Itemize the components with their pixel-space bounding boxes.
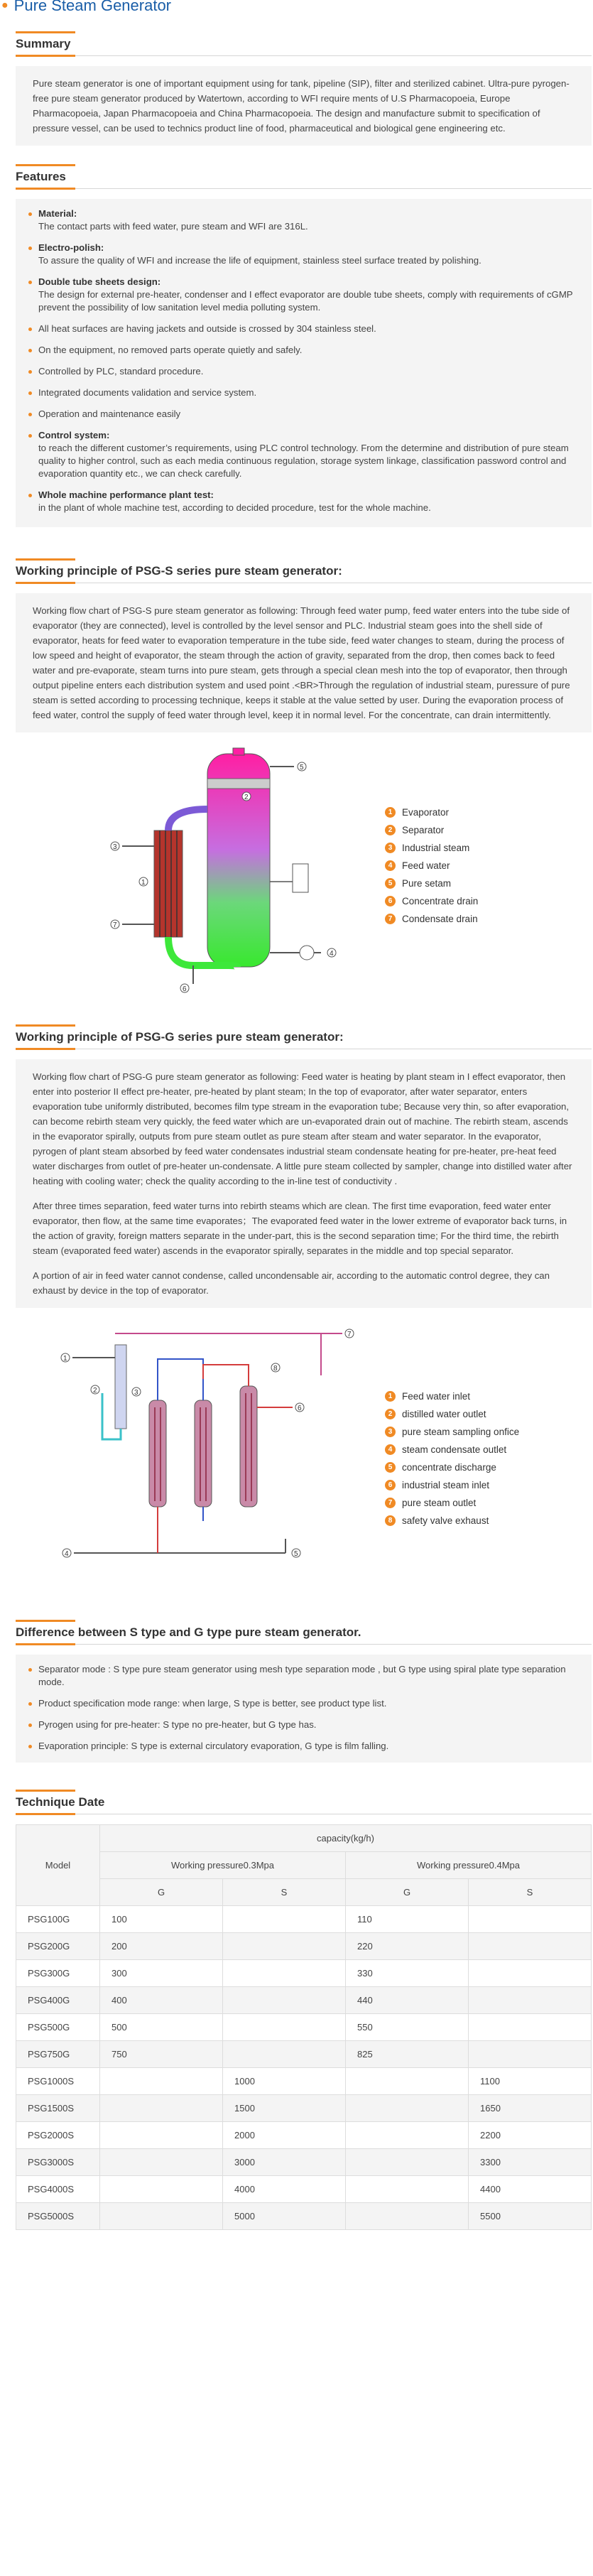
legend-label: steam condensate outlet <box>402 1444 507 1455</box>
empty-cell <box>346 2203 469 2230</box>
empty-cell <box>469 1960 592 1987</box>
table-row <box>16 2041 592 2068</box>
technique-table <box>16 1824 592 2230</box>
diagram-num: 2 <box>93 1387 97 1395</box>
psg-s-section <box>16 561 592 1006</box>
g-04-header: G <box>346 1879 469 1906</box>
empty-cell <box>346 2095 469 2122</box>
psg-g-box <box>16 1059 592 1308</box>
empty-cell <box>100 2149 223 2176</box>
legend-item <box>385 857 478 875</box>
value-cell: 300 <box>100 1960 223 1987</box>
feature-text: The design for external pre-heater, condenser and I effect evaporator are double tube sheets, comply with requirements of cGMP prevent the possibility of low sanitation level media polluting system. <box>38 289 573 313</box>
legend-number-badge: 1 <box>385 1391 396 1402</box>
legend-number-badge: 3 <box>385 843 396 853</box>
summary-heading: Summary <box>16 37 71 50</box>
value-cell: 550 <box>346 2014 469 2041</box>
legend-number-badge: 7 <box>385 914 396 924</box>
heat-exchanger <box>154 830 183 937</box>
technique-heading-bar <box>16 1792 592 1814</box>
psg-s-diagram-area <box>16 740 592 1006</box>
legend-item <box>385 875 478 892</box>
technique-section <box>16 1792 592 2230</box>
legend-number-badge: 4 <box>385 860 396 871</box>
summary-text: Pure steam generator is one of important equipment using for tank, pipeline (SIP), filter and sterilized cabinet. Ultra-pure pyrogen-free pure steam generator produced by Watertown, according to WFI require ments of U.S Pharmacopoeia, Europe Pharmacopoeia, Japan Pharmacopoeia and China Pharmacopoeia. The design and manufacture submit to specification of pressure vessel, can be used to technics product line of food, pharmaceutical and biological gene engineering etc. <box>33 78 570 134</box>
psg-g-paragraph-2: After three times separation, feed water turns into rebirth steams which are clean. The first time evaporation, feed water enter evaporator, then flow, at the same time evaporates；The evaporated feed water in the lower extreme of evaporator back turns, in the action of gravity, foreign matters separate in the under-part, this is the second separation time; For the third time, the rebirth steam (evaporated feed water) ascends in the evaporator spirally, separates in the middle and top special separator. <box>33 1201 567 1256</box>
technique-table-body <box>16 1906 592 2230</box>
table-row <box>16 1960 592 1987</box>
legend-item <box>385 821 478 839</box>
diagram-num: 5 <box>294 1550 298 1558</box>
evaporator-2 <box>195 1400 212 1507</box>
features-box <box>16 199 592 527</box>
difference-section <box>16 1623 592 1763</box>
summary-section <box>16 34 592 146</box>
legend-item <box>385 839 478 857</box>
features-list <box>28 207 579 514</box>
legend-label: Separator <box>402 825 445 835</box>
value-cell: 1100 <box>469 2068 592 2095</box>
legend-number-badge: 2 <box>385 825 396 835</box>
psg-s-box <box>16 593 592 732</box>
model-cell: PSG750G <box>16 2041 100 2068</box>
legend-number-badge: 2 <box>385 1409 396 1419</box>
diagram-num: 3 <box>113 843 117 851</box>
empty-cell <box>223 2041 346 2068</box>
legend-label: pure steam sampling onfice <box>402 1427 520 1437</box>
legend-item <box>385 892 478 910</box>
psg-s-heading: Working principle of PSG-S series pure steam generator: <box>16 564 342 578</box>
legend-label: Concentrate drain <box>402 896 479 907</box>
psg-g-heading: Working principle of PSG-G series pure steam generator: <box>16 1030 344 1044</box>
table-row <box>16 2014 592 2041</box>
difference-item: Evaporation principle: S type is external circulatory evaporation, G type is film falling. <box>28 1740 579 1753</box>
value-cell: 200 <box>100 1933 223 1960</box>
feature-text: On the equipment, no removed parts operate quietly and safely. <box>38 345 303 355</box>
difference-heading-bar <box>16 1623 592 1645</box>
psg-g-section <box>16 1027 592 1610</box>
legend-item <box>385 803 478 821</box>
diagram-num: 6 <box>183 985 187 993</box>
pressure-03-header: Working pressure0.3Mpa <box>100 1852 346 1879</box>
value-cell: 100 <box>100 1906 223 1933</box>
legend-item <box>385 1512 519 1530</box>
diagram-num: 2 <box>244 794 249 801</box>
diagram-num: 6 <box>298 1405 302 1412</box>
page-title-bar <box>0 0 593 14</box>
legend-item <box>385 1387 519 1405</box>
value-cell: 2200 <box>469 2122 592 2149</box>
value-cell: 2000 <box>223 2122 346 2149</box>
legend-item <box>385 1423 519 1441</box>
legend-number-badge: 8 <box>385 1515 396 1526</box>
difference-item: Product specification mode range: when large, S type is better, see product type list. <box>28 1697 579 1710</box>
diagram-num: 7 <box>347 1331 352 1338</box>
separator-mesh <box>207 779 270 789</box>
feature-text: Controlled by PLC, standard procedure. <box>38 366 204 377</box>
model-cell: PSG1500S <box>16 2095 100 2122</box>
value-cell: 440 <box>346 1987 469 2014</box>
g-03-header: G <box>100 1879 223 1906</box>
empty-cell <box>100 2176 223 2203</box>
psg-g-legend <box>385 1387 519 1530</box>
feature-label: Double tube sheets design: <box>38 276 161 287</box>
empty-cell <box>223 1906 346 1933</box>
empty-cell <box>346 2068 469 2095</box>
value-cell: 4000 <box>223 2176 346 2203</box>
legend-number-badge: 5 <box>385 1462 396 1473</box>
bullet-icon: ● <box>1 0 9 11</box>
diagram-num: 1 <box>141 879 146 887</box>
table-row <box>16 2122 592 2149</box>
feature-item <box>28 323 579 335</box>
s-04-header: S <box>469 1879 592 1906</box>
diagram-num: 3 <box>134 1389 138 1397</box>
summary-heading-bar <box>16 34 592 56</box>
value-cell: 1650 <box>469 2095 592 2122</box>
feature-text: All heat surfaces are having jackets and outside is crossed by 304 stainless steel. <box>38 323 376 334</box>
legend-number-badge: 5 <box>385 878 396 889</box>
model-cell: PSG400G <box>16 1987 100 2014</box>
feature-text: The contact parts with feed water, pure steam and WFI are 316L. <box>38 221 308 232</box>
legend-label: pure steam outlet <box>402 1498 477 1508</box>
table-row <box>16 2095 592 2122</box>
psg-s-flow-diagram <box>16 740 592 1006</box>
value-cell: 110 <box>346 1906 469 1933</box>
feature-item <box>28 344 579 357</box>
model-cell: PSG200G <box>16 1933 100 1960</box>
feature-label: Whole machine performance plant test: <box>38 489 214 500</box>
feed-water-tank <box>293 864 308 892</box>
features-section <box>16 167 592 527</box>
empty-cell <box>223 2014 346 2041</box>
difference-item: Pyrogen using for pre-heater: S type no pre-heater, but G type has. <box>28 1719 579 1731</box>
blue-pipe <box>158 1359 203 1400</box>
legend-label: Feed water inlet <box>402 1391 471 1402</box>
legend-item <box>385 1459 519 1476</box>
empty-cell <box>223 1960 346 1987</box>
legend-label: Industrial steam <box>402 843 470 853</box>
model-cell: PSG5000S <box>16 2203 100 2230</box>
value-cell: 500 <box>100 2014 223 2041</box>
diagram-num: 1 <box>63 1355 67 1363</box>
table-row <box>16 2176 592 2203</box>
empty-cell <box>223 1987 346 2014</box>
value-cell: 3000 <box>223 2149 346 2176</box>
legend-item <box>385 1476 519 1494</box>
value-cell: 400 <box>100 1987 223 2014</box>
table-row <box>16 2068 592 2095</box>
legend-item <box>385 1494 519 1512</box>
table-row <box>16 1933 592 1960</box>
psg-g-paragraph-1: Working flow chart of PSG-G pure steam generator as following: Feed water is heating by plant steam in I effect evaporator, then enter into posterior II effect pre-heater, pre-heated by plant steam; In the top of evaporator, after water separator, enters evaporation tube uniformly distributed, becomes film type stream in the evaporation tube; Because very thin, so after evaporation, can become rebirth steam very quickly, the feed water which are un-evaporated drain out of machine. The rebirth steam, ascends in the evaporator spirally, outputs from pure steam outlet as pure steam after steam and water separator. In the evaporator, pyrogen of plant steam absorbed by feed water condensates industrial steam condensate heating for pre-heater, pre-heat feed water discharges from outlet of pre-heater un-condensate. A little pure steam collected by sampler, change into distilled water after heating with cooling water; check the quality according to the in-line test of conductivity . <box>33 1071 572 1186</box>
value-cell: 750 <box>100 2041 223 2068</box>
feature-text: to reach the different customer’s requirements, using PLC control technology. From the determine and distribution of pure steam quality to higher control, such as each media continuous regulation, storage system linkage, classification password control and evaporation quantity etc., we can check carefully. <box>38 443 569 479</box>
feature-label: Control system: <box>38 430 110 440</box>
value-cell: 220 <box>346 1933 469 1960</box>
legend-label: Evaporator <box>402 807 450 818</box>
value-cell: 3300 <box>469 2149 592 2176</box>
legend-number-badge: 3 <box>385 1427 396 1437</box>
psg-s-text: Working flow chart of PSG-S pure steam generator as following: Through feed water pump, feed water enters into the tube side of evaporator (they are connected), level is controlled by the level sensor and PLC. Industrial steam goes into the shell side of evaporator, heats for feed water to evaporation temperature in the tube side, feed water changes to steam, during the process of low speed and height of evaporator, the steam through the action of gravity, separated from the drop, then comes back to feed water and pre-evaporate, steam turns into pure steam, gets through a special clean mesh into the top of evaporator, then through output pipeline enters each distribution system and used point .<BR>Through the regulation of industrial steam, puressure of pure steam is setted according to processing technique, keeps it stable at the value setted by user. During the evaporation process of feed water, control the supply of feed water through level, keep it in normal level. For the concentrate, can drain intermittently. <box>33 605 570 720</box>
evaporator-1 <box>149 1400 166 1507</box>
top-cap <box>233 748 244 755</box>
empty-cell <box>469 2041 592 2068</box>
feature-text: in the plant of whole machine test, according to decided procedure, test for the whole machine. <box>38 502 431 513</box>
legend-number-badge: 6 <box>385 896 396 907</box>
technique-heading: Technique Date <box>16 1795 105 1809</box>
feature-label: Material: <box>38 208 77 219</box>
model-cell: PSG4000S <box>16 2176 100 2203</box>
empty-cell <box>100 2068 223 2095</box>
evaporator-3 <box>240 1386 257 1507</box>
empty-cell <box>346 2122 469 2149</box>
psg-g-diagram-area <box>16 1308 592 1610</box>
legend-label: safety valve exhaust <box>402 1515 489 1526</box>
model-header: Model <box>16 1825 100 1906</box>
legend-label: Feed water <box>402 860 450 871</box>
summary-box <box>16 66 592 146</box>
psg-g-paragraph-3: A portion of air in feed water cannot condense, called uncondensable air, according to the automatic control degree, they can exhaust by device in the top of evaporator. <box>33 1270 550 1296</box>
empty-cell <box>469 1906 592 1933</box>
feature-text: To assure the quality of WFI and increase the life of equipment, stainless steel surface treated by polishing. <box>38 255 482 266</box>
empty-cell <box>100 2203 223 2230</box>
table-row <box>16 1906 592 1933</box>
legend-number-badge: 6 <box>385 1480 396 1490</box>
legend-number-badge: 7 <box>385 1498 396 1508</box>
psg-g-heading-bar <box>16 1027 592 1049</box>
model-cell: PSG500G <box>16 2014 100 2041</box>
legend-label: industrial steam inlet <box>402 1480 490 1490</box>
page-title: Pure Steam Generator <box>13 0 172 14</box>
value-cell: 330 <box>346 1960 469 1987</box>
purple-pipe <box>168 809 207 830</box>
legend-label: Condensate drain <box>402 914 478 924</box>
pressure-04-header: Working pressure0.4Mpa <box>346 1852 592 1879</box>
diagram-num: 4 <box>65 1550 69 1558</box>
table-row <box>16 2149 592 2176</box>
value-cell: 5000 <box>223 2203 346 2230</box>
legend-item <box>385 1405 519 1423</box>
empty-cell <box>469 1987 592 2014</box>
feature-text: Operation and maintenance easily <box>38 408 181 419</box>
pump-symbol <box>300 946 314 960</box>
table-row <box>16 1987 592 2014</box>
feature-item <box>28 429 579 480</box>
value-cell: 5500 <box>469 2203 592 2230</box>
features-heading: Features <box>16 170 66 183</box>
empty-cell <box>223 1933 346 1960</box>
legend-item <box>385 910 478 928</box>
empty-cell <box>469 2014 592 2041</box>
difference-item: Separator mode : S type pure steam generator using mesh type separation mode , but G type using spiral plate type separation mode. <box>28 1663 579 1689</box>
diagram-num: 8 <box>273 1365 278 1373</box>
diagram-num: 7 <box>113 921 117 929</box>
empty-cell <box>100 2122 223 2149</box>
empty-cell <box>346 2149 469 2176</box>
empty-cell <box>346 2176 469 2203</box>
empty-cell <box>469 1933 592 1960</box>
feature-label: Electro-polish: <box>38 242 104 253</box>
value-cell: 825 <box>346 2041 469 2068</box>
difference-list <box>28 1663 579 1753</box>
model-cell: PSG300G <box>16 1960 100 1987</box>
value-cell: 1500 <box>223 2095 346 2122</box>
empty-cell <box>100 2095 223 2122</box>
feature-item <box>28 242 579 267</box>
model-cell: PSG3000S <box>16 2149 100 2176</box>
difference-box <box>16 1655 592 1763</box>
legend-label: distilled water outlet <box>402 1409 486 1419</box>
diagram-num: 4 <box>330 950 334 958</box>
feature-item <box>28 207 579 233</box>
s-03-header: S <box>223 1879 346 1906</box>
feature-text: Integrated documents validation and service system. <box>38 387 257 398</box>
condenser <box>115 1345 126 1429</box>
value-cell: 4400 <box>469 2176 592 2203</box>
feature-item <box>28 365 579 378</box>
psg-s-heading-bar <box>16 561 592 583</box>
legend-label: Pure setam <box>402 878 452 889</box>
feature-item <box>28 276 579 314</box>
feature-item <box>28 489 579 514</box>
diagram-num: 5 <box>300 764 304 772</box>
feature-item <box>28 386 579 399</box>
legend-item <box>385 1441 519 1459</box>
legend-number-badge: 1 <box>385 807 396 818</box>
legend-label: concentrate discharge <box>402 1462 496 1473</box>
capacity-header: capacity(kg/h) <box>100 1825 592 1852</box>
model-cell: PSG2000S <box>16 2122 100 2149</box>
model-cell: PSG100G <box>16 1906 100 1933</box>
features-heading-bar <box>16 167 592 189</box>
value-cell: 1000 <box>223 2068 346 2095</box>
difference-heading: Difference between S type and G type pure steam generator. <box>16 1625 361 1639</box>
legend-number-badge: 4 <box>385 1444 396 1455</box>
feature-item <box>28 408 579 421</box>
model-cell: PSG1000S <box>16 2068 100 2095</box>
red-pipe <box>203 1365 249 1386</box>
table-row <box>16 2203 592 2230</box>
psg-s-legend <box>385 803 478 928</box>
